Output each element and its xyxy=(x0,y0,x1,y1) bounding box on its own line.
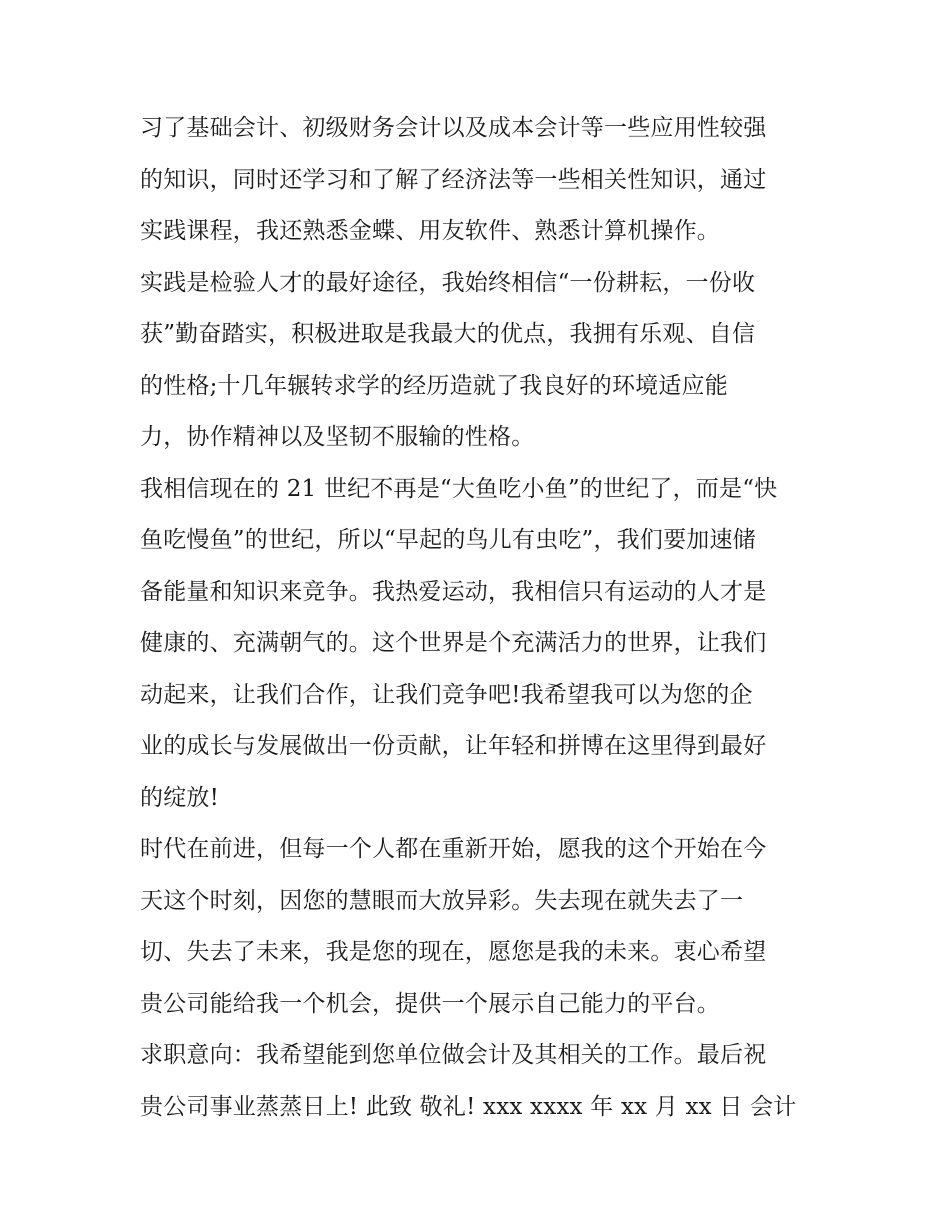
text-line-12: 动起来，让我们合作，让我们竞争吧!我希望我可以为您的企 xyxy=(140,681,753,708)
text-line-19: 求职意向：我希望能到您单位做会计及其相关的工作。最后祝 xyxy=(140,1042,767,1068)
text-line-17: 切、失去了未来，我是您的现在，愿您是我的未来。衷心希望 xyxy=(140,939,767,965)
text-line-16: 天这个时刻，因您的慧眼而大放异彩。失去现在就失去了一 xyxy=(140,887,744,914)
text-line-20: 贵公司事业蒸蒸日上! 此致 敬礼! xxx xxxx 年 xx 月 xx 日 会计 xyxy=(140,1093,797,1120)
text-line-2: 的知识，同时还学习和了解了经济法等一些相关性知识，通过 xyxy=(140,166,767,193)
text-line-13: 业的成长与发展做出一份贡献，让年轻和拼博在这里得到最好 xyxy=(140,733,767,759)
text-line-11: 健康的、充满朝气的。这个世界是个充满活力的世界，让我们 xyxy=(140,630,767,656)
text-line-3: 实践课程，我还熟悉金蝶、用友软件、熟悉计算机操作。 xyxy=(140,218,720,244)
text-line-8: 我相信现在的 21 世纪不再是“大鱼吃小鱼”的世纪了，而是“快 xyxy=(140,475,778,502)
text-line-4: 实践是检验人才的最好途径，我始终相信“一份耕耘，一份收 xyxy=(140,269,756,296)
text-line-6: 的性格;十几年辗转求学的经历造就了我良好的环境适应能 xyxy=(140,372,728,399)
letter-body xyxy=(140,103,820,1133)
text-line-14: 的绽放! xyxy=(140,784,220,811)
text-line-9: 鱼吃慢鱼”的世纪，所以“早起的鸟儿有虫吃”，我们要加速储 xyxy=(140,527,756,553)
text-line-1: 习了基础会计、初级财务会计以及成本会计等一些应用性较强 xyxy=(140,115,767,141)
text-line-10: 备能量和知识来竞争。我热爱运动，我相信只有运动的人才是 xyxy=(140,578,767,605)
text-line-7: 力，协作精神以及坚韧不服输的性格。 xyxy=(140,424,535,450)
text-line-15: 时代在前进，但每一个人都在重新开始，愿我的这个开始在今 xyxy=(140,836,767,862)
text-line-18: 贵公司能给我一个机会，提供一个展示自己能力的平台。 xyxy=(140,990,720,1017)
text-line-5: 获”勤奋踏实，积极进取是我最大的优点，我拥有乐观、自信 xyxy=(140,321,756,347)
